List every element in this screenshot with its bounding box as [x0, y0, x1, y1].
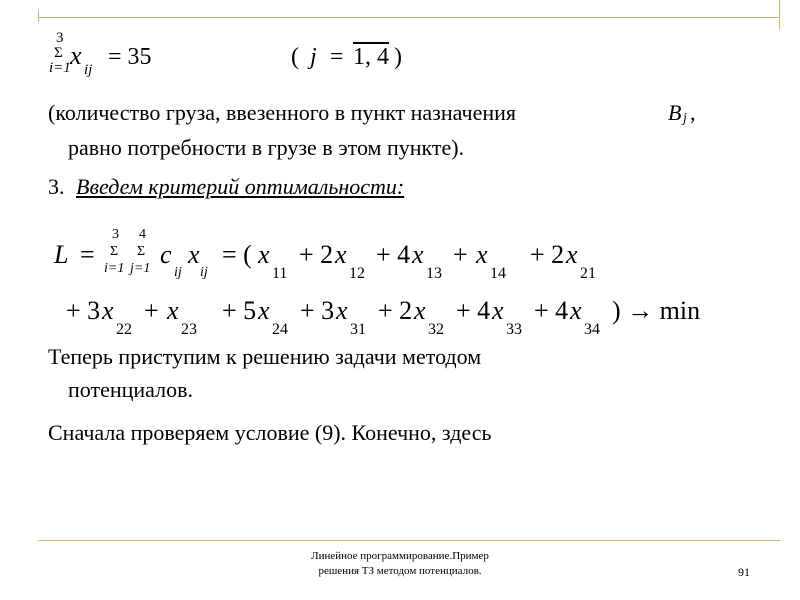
- condition-equals: =: [330, 44, 344, 70]
- sum-symbol: Σ: [54, 45, 63, 61]
- term-subscript: 31: [350, 321, 366, 338]
- term-subscript: 22: [116, 321, 132, 338]
- term-variable: x: [492, 296, 504, 325]
- term-variable: x: [167, 296, 179, 325]
- x-symbol: x: [188, 240, 200, 269]
- term-coefficient: + 3: [300, 296, 335, 325]
- sum1-symbol: Σ: [110, 244, 119, 259]
- term-subscript: 23: [181, 321, 197, 338]
- top-rule: [38, 17, 780, 18]
- variable-subscript: ij: [84, 62, 93, 78]
- term-coefficient: + 4: [376, 240, 411, 269]
- footer-title-line2: решения ТЗ методом потенциалов.: [318, 565, 482, 577]
- condition-range: 1, 4: [353, 44, 389, 70]
- term-coefficient: +: [144, 296, 159, 325]
- step-label: Введем критерий оптимальности:: [76, 174, 405, 199]
- paragraph2-line1: Теперь приступим к решению задачи методом: [48, 344, 482, 369]
- term-coefficient: + 2: [530, 240, 565, 269]
- term-subscript: 33: [506, 321, 522, 338]
- variable-x: x: [70, 41, 82, 70]
- paragraph2-line2: потенциалов.: [68, 377, 194, 402]
- c-subscript: ij: [174, 265, 182, 280]
- term-variable: x: [476, 240, 488, 269]
- footer-title-line1: Линейное программирование.Пример: [311, 550, 489, 562]
- term-coefficient: + 2: [378, 296, 413, 325]
- term-variable: x: [566, 240, 578, 269]
- term-coefficient: +: [453, 240, 468, 269]
- term-coefficient: + 4: [534, 296, 569, 325]
- term-subscript: 24: [272, 321, 288, 338]
- term-subscript: 14: [490, 265, 506, 282]
- objective-tail: ) → min: [612, 296, 701, 325]
- b-comma: ,: [690, 100, 696, 125]
- term-variable: x: [412, 240, 424, 269]
- right-rule: [779, 0, 780, 30]
- term-coefficient: + 2: [299, 240, 334, 269]
- sum-lower-limit: i=1: [49, 60, 71, 76]
- term-subscript: 32: [428, 321, 444, 338]
- rhs-value: = 35: [108, 44, 152, 70]
- x-subscript: ij: [200, 265, 208, 280]
- footer-title: [260, 549, 540, 579]
- term-subscript: 13: [426, 265, 442, 282]
- paragraph1-line2: равно потребности в грузе в этом пункте).: [68, 135, 465, 160]
- term-subscript: 34: [584, 321, 600, 338]
- bottom-rule: [38, 540, 780, 541]
- term-variable: x: [258, 296, 270, 325]
- term-variable: x: [258, 240, 270, 269]
- term-subscript: 21: [580, 265, 596, 282]
- condition-j: j: [310, 44, 317, 70]
- sum2-upper-limit: 4: [139, 227, 146, 242]
- term-variable: x: [102, 296, 114, 325]
- L-symbol: L: [54, 240, 69, 269]
- paragraph3-line1: Сначала проверяем условие (9). Конечно, здесь: [48, 420, 492, 445]
- term-variable: x: [335, 240, 347, 269]
- sum-upper-limit: 3: [56, 30, 64, 46]
- left-rule: [38, 10, 39, 22]
- term-coefficient: + 3: [66, 296, 101, 325]
- term-variable: x: [570, 296, 582, 325]
- sum1-upper-limit: 3: [112, 227, 119, 242]
- term-subscript: 12: [349, 265, 365, 282]
- term-coefficient: + 5: [222, 296, 257, 325]
- term-coefficient: + 4: [456, 296, 491, 325]
- condition-open-paren: (: [291, 44, 299, 70]
- term-variable: x: [336, 296, 348, 325]
- sum2-lower-limit: j=1: [130, 261, 151, 276]
- term-coefficient: = (: [222, 240, 252, 269]
- b-letter: B: [668, 100, 682, 125]
- sum2-symbol: Σ: [137, 244, 146, 259]
- L-equals: =: [80, 240, 95, 269]
- page-number: 91: [738, 565, 750, 579]
- c-symbol: c: [160, 240, 172, 269]
- step-number: 3.: [48, 174, 65, 199]
- condition-close-paren: ): [394, 44, 402, 70]
- term-subscript: 11: [272, 265, 288, 282]
- sum1-lower-limit: i=1: [104, 261, 125, 276]
- term-variable: x: [414, 296, 426, 325]
- paragraph1-line1: (количество груза, ввезенного в пункт назначения: [48, 100, 517, 125]
- b-subscript: j: [683, 111, 687, 126]
